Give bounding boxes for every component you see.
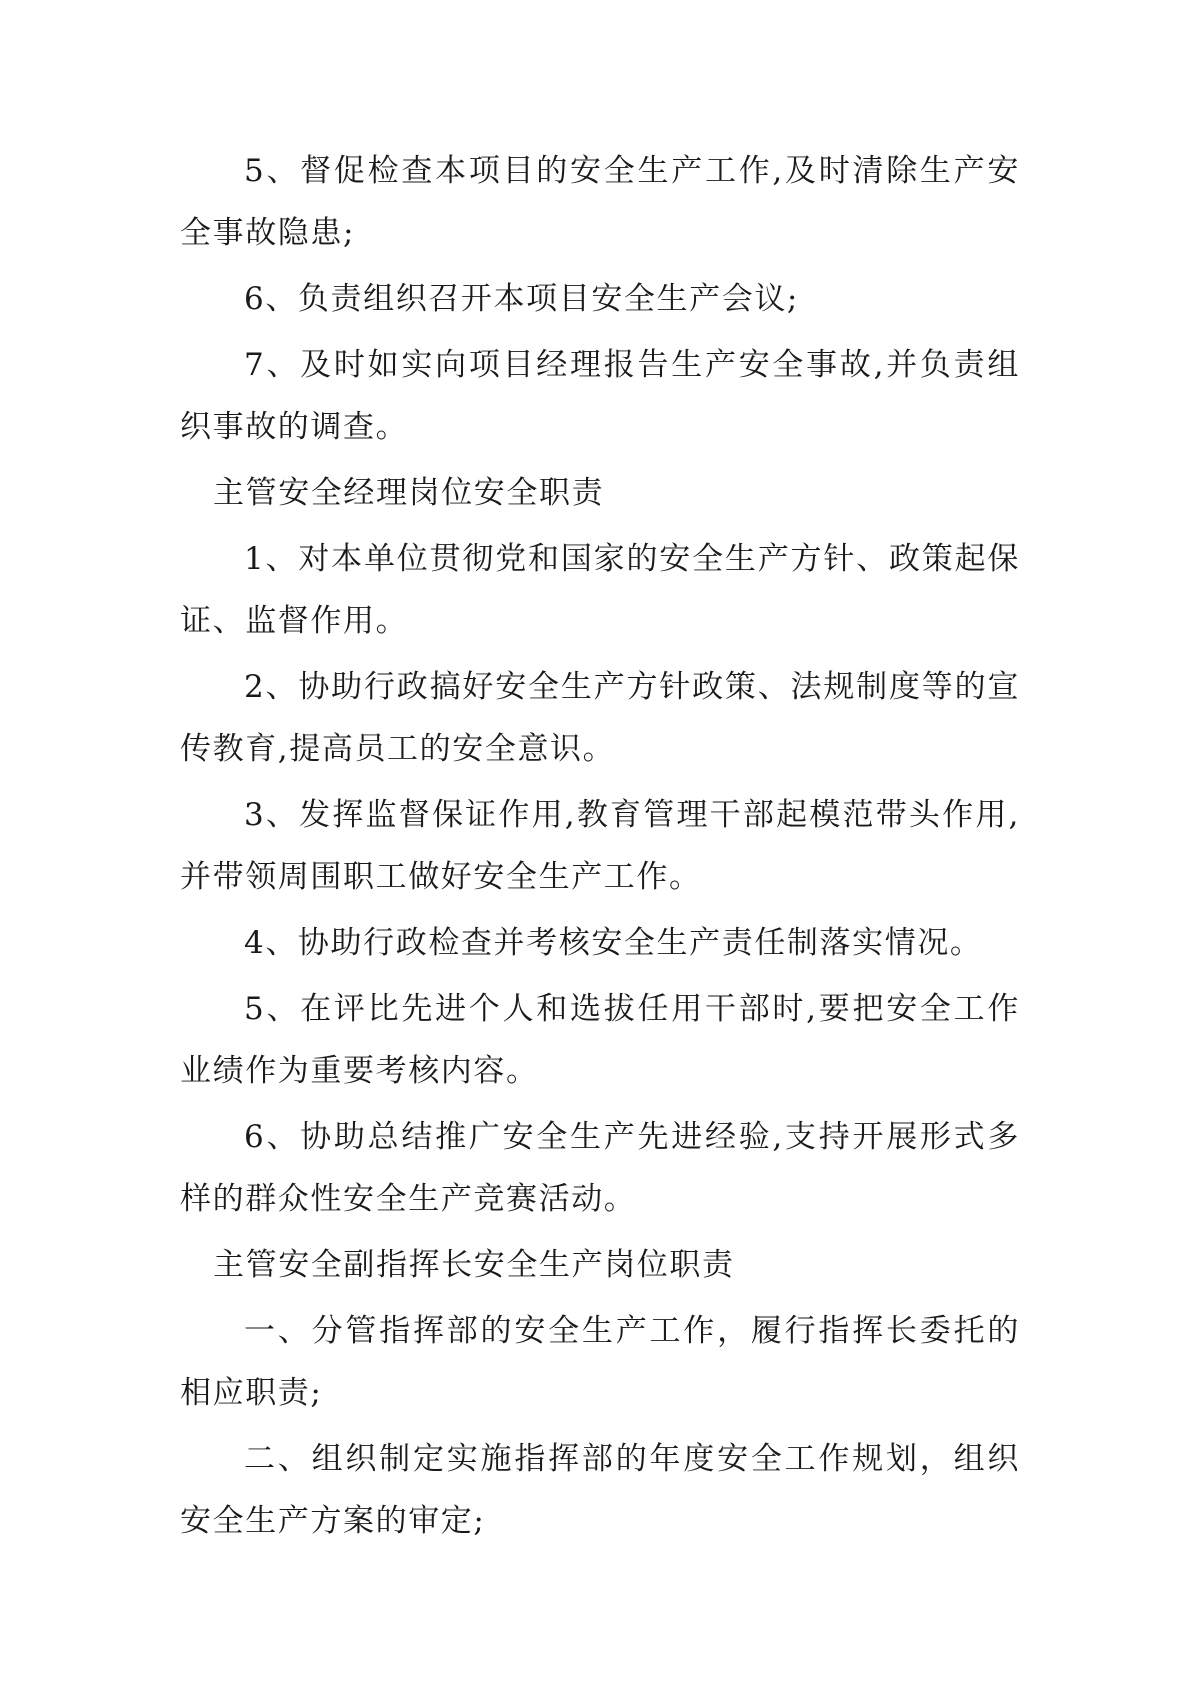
paragraph-item-4-assessment: 4、协助行政检查并考核安全生产责任制落实情况。 [244, 925, 983, 961]
paragraph-item-one-duties: 一、分管指挥部的安全生产工作，履行指挥长委托的相应职责; [180, 1313, 1020, 1411]
paragraph-item-7-report: 7、及时如实向项目经理报告生产安全事故,并负责组织事故的调查。 [180, 347, 1020, 445]
paragraph-item-two-planning: 二、组织制定实施指挥部的年度安全工作规划，组织安全生产方案的审定; [180, 1441, 1020, 1539]
paragraph-item-6-competition: 6、协助总结推广安全生产先进经验,支持开展形式多样的群众性安全生产竞赛活动。 [180, 1119, 1020, 1217]
document-body [180, 140, 1020, 1556]
paragraph-item-3-supervision: 3、发挥监督保证作用,教育管理干部起模范带头作用,并带领周围职工做好安全生产工作。 [180, 797, 1020, 895]
paragraph-item-5-inspection: 5、督促检查本项目的安全生产工作,及时清除生产安全事故隐患; [180, 153, 1020, 251]
paragraph-item-1-policy: 1、对本单位贯彻党和国家的安全生产方针、政策起保证、监督作用。 [180, 541, 1020, 639]
section-heading-deputy-commander: 主管安全副指挥长安全生产岗位职责 [213, 1247, 735, 1283]
paragraph-item-6-meeting: 6、负责组织召开本项目安全生产会议; [244, 281, 799, 317]
paragraph-item-5-evaluation: 5、在评比先进个人和选拔任用干部时,要把安全工作业绩作为重要考核内容。 [180, 991, 1020, 1089]
paragraph-item-2-education: 2、协助行政搞好安全生产方针政策、法规制度等的宣传教育,提高员工的安全意识。 [180, 669, 1020, 767]
section-heading-safety-manager: 主管安全经理岗位安全职责 [213, 475, 605, 511]
